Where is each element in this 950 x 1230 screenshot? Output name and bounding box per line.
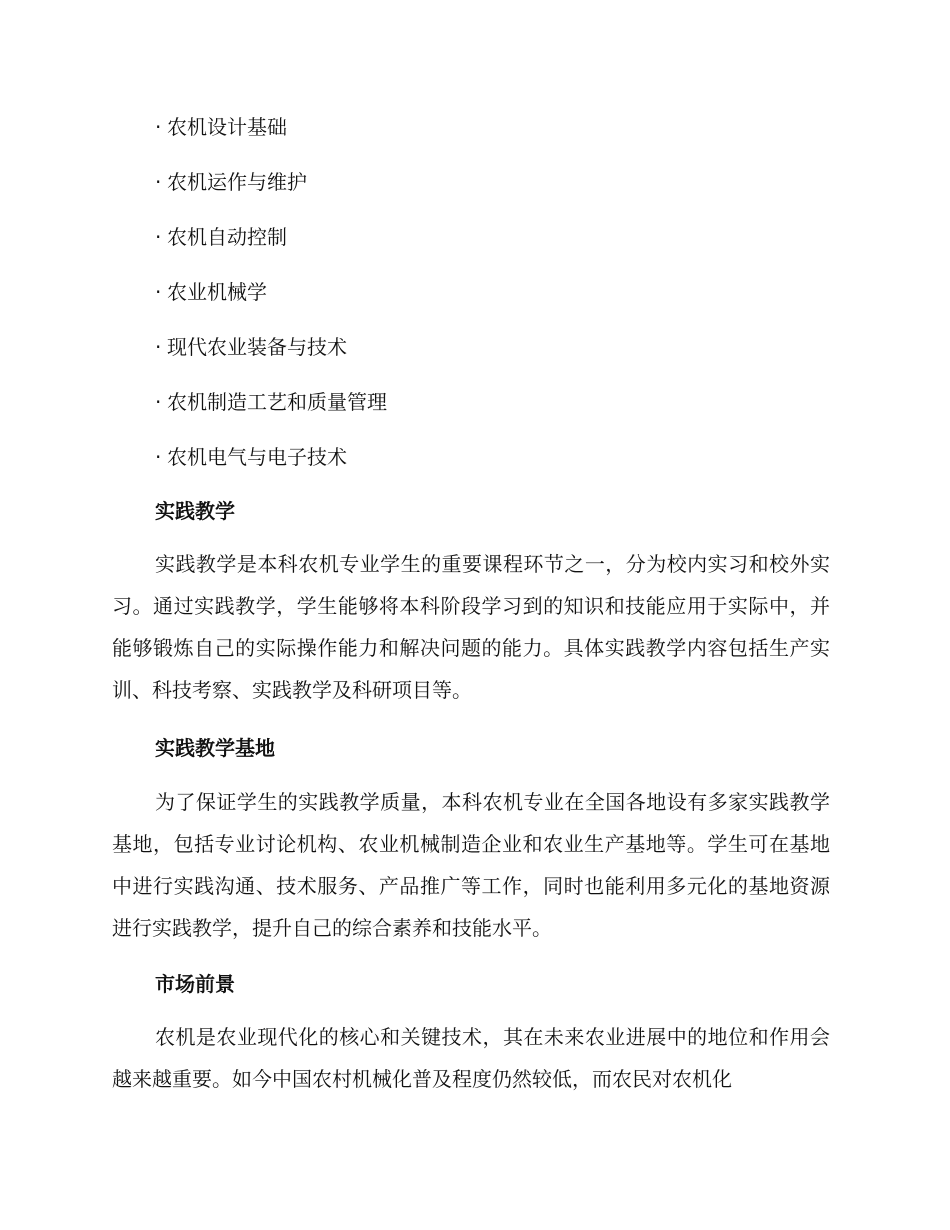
course-name: 农机制造工艺和质量管理	[167, 390, 387, 414]
bullet-marker: ·	[155, 390, 162, 414]
course-name: 农机运作与维护	[167, 170, 307, 194]
bullet-marker: ·	[155, 280, 162, 304]
paragraph-market-outlook: 农机是农业现代化的核心和关键技术，其在未来农业进展中的地位和作用会越来越重要。如今中国农村机械化普及程度仍然较低，而农民对农机化	[112, 1025, 830, 1091]
course-name: 农业机械学	[167, 280, 267, 304]
list-item	[155, 385, 387, 440]
section-heading-practice-teaching: 实践教学	[155, 499, 235, 523]
course-name: 农机电气与电子技术	[167, 445, 347, 469]
course-name: 现代农业装备与技术	[167, 335, 347, 359]
course-list	[155, 110, 387, 495]
course-name: 农机设计基础	[167, 115, 287, 139]
list-item	[155, 330, 387, 385]
paragraph-practice-base: 为了保证学生的实践教学质量，本科农机专业在全国各地设有多家实践教学基地，包括专业讨论机构、农业机械制造企业和农业生产基地等。学生可在基地中进行实践沟通、技术服务、产品推广等工作，同时也能利用多元化的基地资源进行实践教学，提升自己的综合素养和技能水平。	[112, 790, 830, 940]
list-item	[155, 220, 387, 275]
list-item	[155, 110, 387, 165]
list-item	[155, 165, 387, 220]
bullet-marker: ·	[155, 225, 162, 249]
bullet-marker: ·	[155, 115, 162, 139]
paragraph-practice-teaching: 实践教学是本科农机专业学生的重要课程环节之一，分为校内实习和校外实习。通过实践教学，学生能够将本科阶段学习到的知识和技能应用于实际中，并能够锻炼自己的实际操作能力和解决问题的能力。具体实践教学内容包括生产实训、科技考察、实践教学及科研项目等。	[112, 552, 830, 702]
section-heading-market-outlook: 市场前景	[155, 972, 235, 996]
list-item	[155, 440, 387, 495]
list-item	[155, 275, 387, 330]
bullet-marker: ·	[155, 445, 162, 469]
section-heading-practice-base: 实践教学基地	[155, 736, 275, 760]
bullet-marker: ·	[155, 170, 162, 194]
bullet-marker: ·	[155, 335, 162, 359]
course-name: 农机自动控制	[167, 225, 287, 249]
